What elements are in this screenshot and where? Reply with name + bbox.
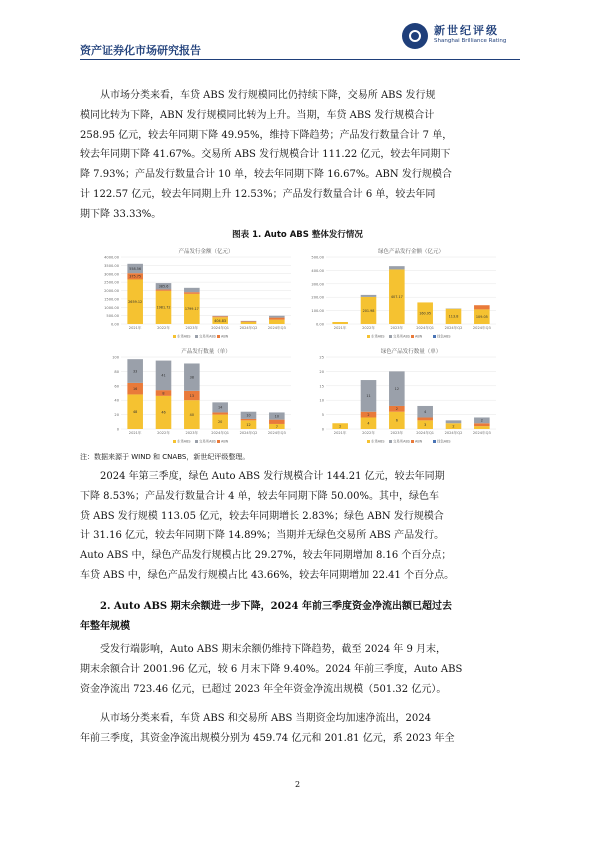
text-line: 从市场分类来看，车贷 ABS 发行规模同比仍持续下降，交易所 ABS 发行规 xyxy=(100,90,436,101)
legend-label: 车贷ABS xyxy=(177,439,191,444)
bar-segment xyxy=(269,320,285,324)
legend-swatch xyxy=(411,335,414,338)
y-tick-label: 3000.00 xyxy=(104,272,119,277)
y-tick-label: 0 xyxy=(116,427,119,432)
y-tick-label: 10 xyxy=(319,398,324,403)
legend-swatch xyxy=(389,335,392,338)
x-tick-label: 2024年Q3 xyxy=(472,431,491,435)
y-tick-label: 4000.00 xyxy=(104,255,119,260)
legend-label: 车贷ABS xyxy=(371,334,385,339)
x-tick-label: 2024年Q2 xyxy=(239,326,258,330)
y-tick-label: 500.00 xyxy=(311,255,324,260)
text-line: Auto ABS 中，绿色产品发行规模占比 29.27%，较去年同期增加 8.16 个百分点； xyxy=(80,550,452,562)
y-tick-label: 60 xyxy=(114,384,119,389)
y-tick-label: 100 xyxy=(112,355,119,360)
text-line: 从市场分类来看，车贷 ABS 和交易所 ABS 当期资金均加速净流出，2024 xyxy=(100,713,432,724)
y-tick-label: 0 xyxy=(321,427,324,432)
bar-segment xyxy=(474,423,490,426)
text-line: 期末余额合计 2001.96 亿元，较 6 月末下降 9.40%。2024 年前三季度，Auto ABS xyxy=(80,663,463,675)
data-label: 109.05 xyxy=(475,314,488,319)
logo-en-name: Shanghai Brilliance Rating xyxy=(434,38,507,44)
y-tick-label: 0.00 xyxy=(315,322,324,327)
legend-label: 交易所ABS xyxy=(393,439,410,444)
text-line: 年前三季度，其资金净流出规模分别为 459.74 亿元和 201.81 亿元，系 2023 年全 xyxy=(80,732,455,744)
y-tick-label: 1000.00 xyxy=(104,305,119,310)
brand-logo xyxy=(402,22,512,54)
bar-segment xyxy=(474,305,490,309)
figure-title: 图表 1. Auto ABS 整体发行情况 xyxy=(232,230,363,240)
legend-swatch xyxy=(367,335,370,338)
bar-segment xyxy=(184,288,200,292)
data-label: 13 xyxy=(189,393,194,398)
data-label: 10 xyxy=(274,414,279,419)
header-divider xyxy=(80,59,520,60)
data-label: 8 xyxy=(162,391,165,396)
chart-svg-count xyxy=(95,345,295,445)
legend-swatch xyxy=(411,440,414,443)
data-label: 6 xyxy=(395,418,398,423)
data-label: 10 xyxy=(246,413,251,418)
heading-line: 2. Auto ABS 期末余额进一步下降，2024 年前三季度资金净流出额已超过去 xyxy=(100,601,452,612)
text-line: 受发行端影响，Auto ABS 期末余额仍维持下降趋势，截至 2024 年 9 月末， xyxy=(100,644,447,655)
data-label: 12 xyxy=(394,386,399,391)
legend-swatch xyxy=(367,440,370,443)
x-tick-label: 2024年Q3 xyxy=(267,431,286,435)
data-label: 2 xyxy=(395,407,398,412)
x-tick-label: 2021年 xyxy=(333,431,347,435)
data-label: 407.17 xyxy=(390,295,403,300)
legend-label: ABN xyxy=(415,439,423,444)
text-line: 车贷 ABS 中，绿色产品发行规模占比 43.66%，较去年同期增加 22.41 个百分点。 xyxy=(80,569,455,581)
bar-segment xyxy=(184,292,200,294)
paragraph-market-classification xyxy=(80,86,520,225)
text-line: 期下降 33.33%。 xyxy=(80,208,162,220)
chart-issuance-amount xyxy=(95,245,295,340)
y-tick-label: 2000.00 xyxy=(104,289,119,293)
bar-segment xyxy=(361,295,377,297)
data-label: 404.83 xyxy=(214,318,227,323)
y-tick-label: 1500.00 xyxy=(104,297,119,302)
page-header xyxy=(80,18,520,60)
bar-segment xyxy=(269,318,285,320)
x-tick-label: 2024年Q3 xyxy=(472,326,491,330)
data-label: 3 xyxy=(424,422,427,427)
data-label: 7 xyxy=(275,424,278,429)
bar-segment xyxy=(212,412,228,414)
y-tick-label: 300.00 xyxy=(311,282,324,287)
text-line: 模同比转为下降，ABN 发行规模同比转为上升。当期，车贷 ABS 发行规模合计 xyxy=(80,109,435,121)
chart-green-count xyxy=(300,345,500,445)
data-label: 48 xyxy=(133,410,138,415)
data-label: 558.56 xyxy=(129,266,142,271)
data-label: 41 xyxy=(161,373,166,378)
y-tick-label: 80 xyxy=(114,369,119,374)
chart-green-amount xyxy=(300,245,500,340)
x-tick-label: 2022年 xyxy=(362,431,375,435)
logo-cn-name: 新世纪评级 xyxy=(434,24,499,37)
report-title: 资产证券化市场研究报告 xyxy=(80,44,201,57)
x-tick-label: 2024年Q1 xyxy=(416,326,435,330)
bar-segment xyxy=(269,316,285,318)
text-line: 较去年同期下降 41.67%。交易所 ABS 发行规模合计 111.22 亿元，较去年同期下 xyxy=(80,149,451,161)
legend-label: 车贷ABS xyxy=(177,334,191,339)
chart-title: 产品发行数量（单） xyxy=(181,349,231,355)
data-label: 375.75 xyxy=(129,274,142,279)
x-tick-label: 2022年 xyxy=(362,326,375,330)
x-tick-label: 2023年 xyxy=(185,326,199,330)
y-tick-label: 25 xyxy=(319,355,324,360)
page-number: 2 xyxy=(294,780,301,789)
y-tick-label: 0.00 xyxy=(110,322,119,327)
legend-label: 交易所ABS xyxy=(393,334,410,339)
y-tick-label: 40 xyxy=(114,398,119,403)
data-label: 2 xyxy=(367,412,370,417)
paragraph-green-issuance xyxy=(80,467,520,586)
x-tick-label: 2024年Q3 xyxy=(267,326,286,330)
bar-segment xyxy=(241,419,257,420)
bar-segment xyxy=(389,266,405,269)
legend-swatch xyxy=(217,335,220,338)
y-tick-label: 200.00 xyxy=(311,295,324,300)
data-label: 46 xyxy=(161,410,166,415)
data-label: 201.98 xyxy=(362,308,375,313)
y-tick-label: 15 xyxy=(319,384,324,389)
data-label: 16 xyxy=(133,386,138,391)
chart-title: 绿色产品发行金额（亿元） xyxy=(377,249,445,255)
y-tick-label: 2500.00 xyxy=(104,280,119,285)
y-tick-label: 400.00 xyxy=(311,268,324,273)
legend-swatch xyxy=(195,440,198,443)
y-tick-label: 500.00 xyxy=(106,314,119,319)
data-label: 4 xyxy=(424,410,427,415)
x-tick-label: 2024年Q1 xyxy=(211,431,230,435)
bar-segment xyxy=(332,322,348,324)
bar-segment xyxy=(156,290,172,291)
legend-swatch xyxy=(389,440,392,443)
x-tick-label: 2022年 xyxy=(157,431,170,435)
legend-swatch xyxy=(433,335,436,338)
text-line: 资金净流出 723.46 亿元，已超过 2023 年全年资金净流出规模（501.32 亿元）。 xyxy=(80,683,447,695)
x-tick-label: 2021年 xyxy=(333,326,347,330)
y-tick-label: 100.00 xyxy=(311,309,324,314)
x-tick-label: 2021年 xyxy=(128,326,142,330)
legend-label: 交易所ABS xyxy=(199,439,216,444)
heading-line: 年整年规模 xyxy=(80,620,130,632)
data-label: 385.6 xyxy=(158,284,169,289)
legend-label: ABN xyxy=(221,334,229,339)
x-tick-label: 2023年 xyxy=(390,431,404,435)
figure-note: 注：数据来源于 WIND 和 CNABS，新世纪评级整理。 xyxy=(80,453,250,461)
x-tick-label: 2022年 xyxy=(157,326,170,330)
text-line: 计 122.57 亿元，较去年同期上升 12.53%；产品发行数量合计 6 单，较去年同 xyxy=(80,188,436,200)
bar-segment xyxy=(269,420,285,424)
x-tick-label: 2021年 xyxy=(128,431,142,435)
legend-label: ABN xyxy=(415,334,423,339)
x-tick-label: 2024年Q2 xyxy=(239,431,258,435)
legend-swatch xyxy=(173,440,176,443)
data-label: 2 xyxy=(339,424,342,429)
bar-segment xyxy=(212,316,228,317)
bar-segment xyxy=(241,322,257,324)
x-tick-label: 2024年Q2 xyxy=(444,431,463,435)
data-label: 160.95 xyxy=(419,311,432,316)
y-tick-label: 20 xyxy=(114,413,119,418)
data-label: 2659.12 xyxy=(128,300,143,305)
chart-svg-green-amount xyxy=(300,245,500,340)
data-label: 12 xyxy=(246,422,251,427)
logo-emblem-icon xyxy=(402,23,428,49)
x-tick-label: 2023年 xyxy=(390,326,404,330)
data-label: 1799.17 xyxy=(184,307,199,312)
bar-segment xyxy=(241,321,257,322)
legend-label: ABN xyxy=(221,439,229,444)
text-line: 计 31.16 亿元，较去年同期下降 14.89%；当期并无绿色交易所 ABS 产品发行。 xyxy=(80,530,445,542)
legend-swatch xyxy=(217,440,220,443)
chart-svg-amount xyxy=(95,245,295,340)
legend-swatch xyxy=(173,335,176,338)
x-tick-label: 2024年Q2 xyxy=(444,326,463,330)
chart-title: 绿色产品发行数量（单） xyxy=(380,349,442,355)
chart-svg-green-count xyxy=(300,345,500,445)
data-label: 38 xyxy=(189,375,194,380)
data-label: 33 xyxy=(133,369,138,374)
y-tick-label: 5 xyxy=(321,413,324,418)
legend-label: 车贷ABS xyxy=(371,439,385,444)
paragraph-balance xyxy=(80,640,520,699)
paragraph-net-outflow xyxy=(80,709,520,749)
data-label: 20 xyxy=(218,420,223,425)
legend-swatch xyxy=(433,440,436,443)
x-tick-label: 2024年Q1 xyxy=(211,326,230,330)
x-tick-label: 2024年Q1 xyxy=(416,431,435,435)
y-tick-label: 20 xyxy=(319,369,324,374)
text-line: 2024 年第三季度，绿色 Auto ABS 发行规模合计 144.21 亿元，较去年同期 xyxy=(100,471,445,482)
data-label: 113.8 xyxy=(448,314,459,319)
data-label: 40 xyxy=(189,412,194,417)
y-tick-label: 3500.00 xyxy=(104,263,119,268)
data-label: 2 xyxy=(480,418,483,423)
text-line: 下降 8.53%；产品发行数量合计 4 单，较去年同期下降 50.00%。其中，绿色车 xyxy=(80,490,439,502)
legend-label: 绿色ABS xyxy=(437,334,451,339)
text-line: 贷 ABS 发行规模 113.05 亿元，较去年同期增长 2.83%；绿色 ABN 发行规模合 xyxy=(80,510,444,522)
data-label: 14 xyxy=(218,405,223,410)
legend-label: 交易所ABS xyxy=(199,334,216,339)
data-label: 2 xyxy=(452,424,455,429)
chart-issuance-count xyxy=(95,345,295,445)
chart-title: 产品发行金额（亿元） xyxy=(178,249,234,255)
legend-label: 绿色ABS xyxy=(437,439,451,444)
text-line: 降 7.93%；产品发行数量合计 10 单，较去年同期下降 16.67%。ABN 发行规模合 xyxy=(80,169,452,181)
bar-segment xyxy=(417,417,433,420)
data-label: 1981.72 xyxy=(156,305,171,310)
data-label: 11 xyxy=(366,394,371,399)
bar-segment xyxy=(446,420,462,423)
text-line: 258.95 亿元，较去年同期下降 49.95%，维持下降趋势；产品发行数量合计 7 单， xyxy=(80,129,453,141)
legend-swatch xyxy=(195,335,198,338)
x-tick-label: 2023年 xyxy=(185,431,199,435)
bar-segment xyxy=(474,426,490,429)
data-label: 4 xyxy=(367,421,370,426)
section-heading-2 xyxy=(80,597,520,637)
